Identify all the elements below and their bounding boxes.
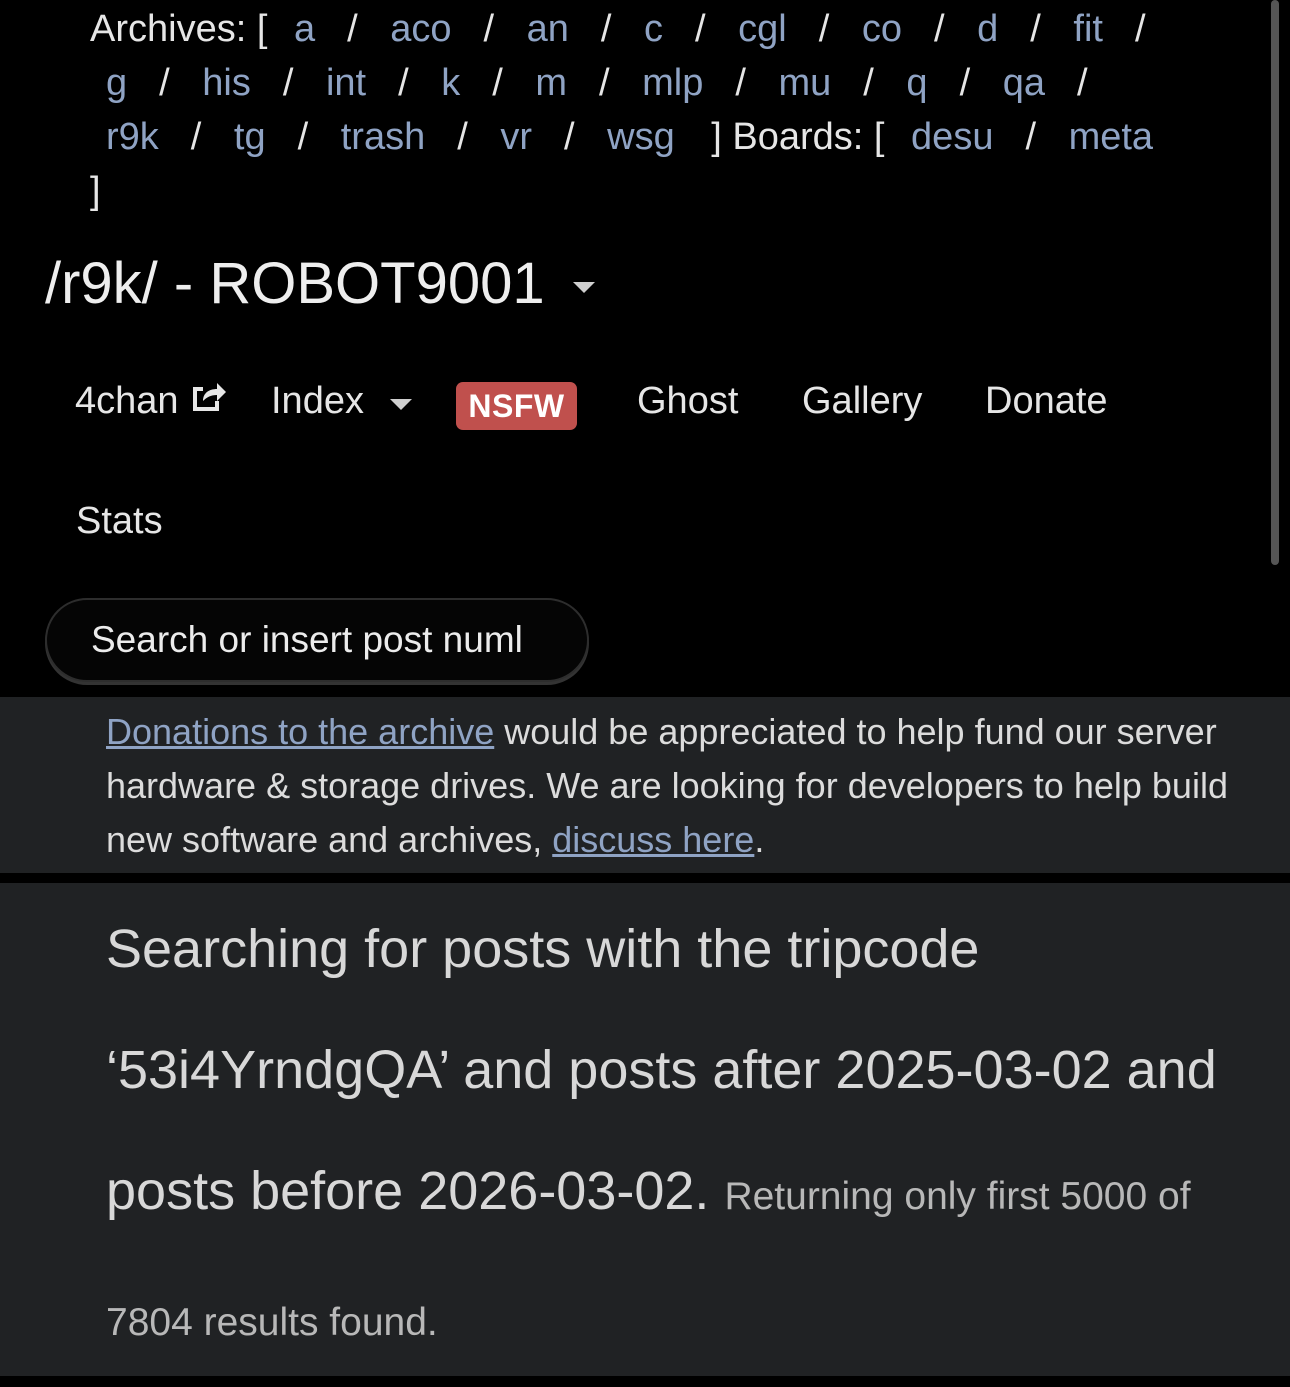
archive-nav: Archives: [ a / aco / an / c / cgl / co / d / fit / g / his / int / k / m / mlp / mu / q / qa / r9k / tg / trash / vr / wsg ] Boards: [ desu / meta ] <box>90 2 1200 218</box>
archive-link-his[interactable]: his <box>202 62 251 104</box>
archive-link-qa[interactable]: qa <box>1002 62 1045 104</box>
board-title: /r9k/ - ROBOT9001 <box>45 251 545 316</box>
nav-donate-link[interactable]: Donate <box>985 380 1108 422</box>
search-input[interactable] <box>45 598 589 682</box>
archive-link-d[interactable]: d <box>977 8 999 50</box>
results-count: Returning only first 5000 of 7804 results found. <box>106 1175 1191 1344</box>
nav-index-label: Index <box>271 380 364 422</box>
archive-link-vr[interactable]: vr <box>500 116 533 158</box>
archive-link-a[interactable]: a <box>293 8 316 50</box>
archives-close: ] <box>711 116 722 158</box>
board-link-meta[interactable]: meta <box>1068 116 1154 158</box>
archive-link-cgl[interactable]: cgl <box>738 8 787 50</box>
nav-4chan-link[interactable] <box>75 378 227 424</box>
archive-link-co[interactable]: co <box>861 8 902 50</box>
boards-close: ] <box>90 170 101 212</box>
external-link-icon <box>189 379 227 413</box>
notice-end: . <box>754 819 765 860</box>
archive-link-mlp[interactable]: mlp <box>642 62 704 104</box>
chevron-down-icon <box>573 282 595 293</box>
archive-link-trash[interactable]: trash <box>340 116 426 158</box>
archive-link-tg[interactable]: tg <box>233 116 266 158</box>
archive-link-q[interactable]: q <box>906 62 928 104</box>
archive-link-wsg[interactable]: wsg <box>607 116 675 158</box>
donations-link[interactable]: Donations to the archive <box>106 711 495 752</box>
archive-link-r9k[interactable]: r9k <box>106 116 159 158</box>
archive-link-aco[interactable]: aco <box>390 8 452 50</box>
nav-index-dropdown[interactable] <box>271 378 412 424</box>
archive-link-m[interactable]: m <box>535 62 568 104</box>
nav-4chan-label: 4chan <box>75 380 179 422</box>
archive-link-g[interactable]: g <box>106 62 128 104</box>
nav-ghost-link[interactable]: Ghost <box>637 380 739 422</box>
notice-text <box>106 705 1256 867</box>
scrollbar[interactable] <box>1271 0 1279 565</box>
archive-link-fit[interactable]: fit <box>1073 8 1103 50</box>
nsfw-badge[interactable]: NSFW <box>456 382 577 430</box>
boards-label: Boards: [ <box>732 116 885 158</box>
donation-notice <box>0 697 1290 873</box>
notice-body: would be appreciated to help fund our server hardware & storage drives. We are looking for developers to help build new software and archives, <box>106 711 1228 860</box>
archive-link-k[interactable]: k <box>441 62 461 104</box>
archive-link-int[interactable]: int <box>325 62 367 104</box>
archives-label: Archives: [ <box>90 8 268 50</box>
nav-gallery-link[interactable]: Gallery <box>802 380 923 422</box>
search-info <box>106 889 1256 1383</box>
archive-link-an[interactable]: an <box>526 8 569 50</box>
archive-link-c[interactable]: c <box>644 8 664 50</box>
search-info-panel <box>0 883 1290 1376</box>
chevron-down-icon <box>390 399 412 410</box>
search-description: Searching for posts with the tripcode ‘53i4YrndgQA’ and posts after 2025-03-02 and posts before 2026-03-02. <box>106 919 1217 1221</box>
archive-link-mu[interactable]: mu <box>778 62 832 104</box>
discuss-link[interactable]: discuss here <box>552 819 755 860</box>
nav-stats-link[interactable]: Stats <box>76 500 163 542</box>
board-title-dropdown[interactable] <box>45 250 595 318</box>
board-link-desu[interactable]: desu <box>911 116 994 158</box>
